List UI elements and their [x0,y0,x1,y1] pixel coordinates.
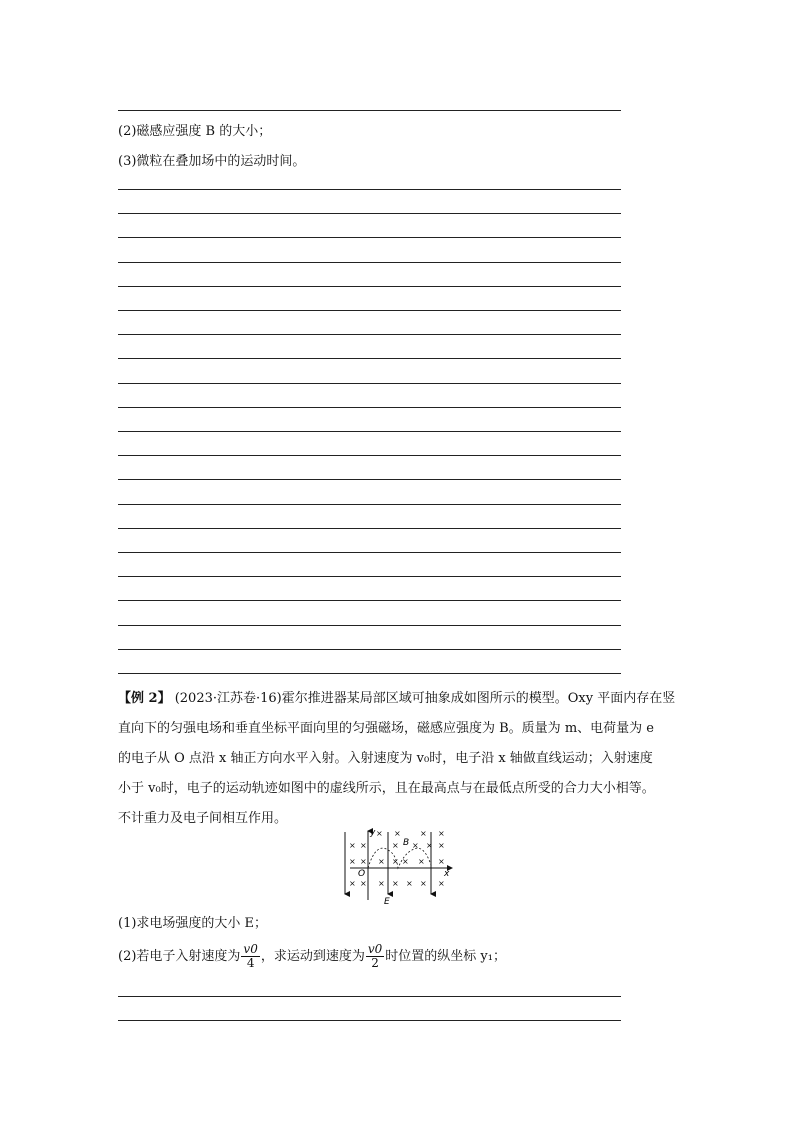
answer-line [118,334,621,335]
fraction-numerator: v0 [243,942,258,956]
cross-mark: × [394,829,401,838]
question-2: (2)磁感应强度 B 的大小； [118,124,272,139]
example-line-3: 的电子从 O 点沿 x 轴正方向水平入射。入射速度为 v₀时，电子沿 x 轴做直线运动；入射速度 [118,751,653,766]
sub-question-2 [118,942,506,972]
answer-line [118,262,621,263]
cross-mark: × [392,841,399,850]
fraction-numerator: v0 [367,942,383,956]
cross-mark: × [376,829,383,838]
example-line-2: 直向下的匀强电场和垂直坐标平面向里的匀强磁场，磁感应强度为 B。质量为 m、电荷量为 e [118,721,654,736]
sub2-prefix: (2)若电子入射速度为 [118,949,241,964]
answer-line [118,649,621,650]
answer-line [118,673,621,674]
cross-mark: × [360,879,367,888]
answer-line [118,110,621,111]
answer-line [118,237,621,238]
answer-line [118,504,621,505]
cross-mark: × [420,879,427,888]
question-3: (3)微粒在叠加场中的运动时间。 [118,154,306,169]
cross-mark: × [438,829,445,838]
cross-mark: × [349,841,356,850]
b-label: B [403,838,410,848]
cross-mark: × [418,857,425,866]
origin-label: O [358,869,366,879]
sub2-middle: ，求运动到速度为 [260,949,365,964]
answer-line [118,213,621,214]
x-label: x [444,869,450,879]
answer-line [118,479,621,480]
cross-mark: × [438,857,445,866]
answer-line [118,552,621,553]
answer-line [118,189,621,190]
answer-line [118,383,621,384]
cross-mark: × [426,841,433,850]
answer-line [118,625,621,626]
answer-line [118,528,621,529]
answer-line [118,310,621,311]
cross-mark: × [402,857,409,866]
example-line-1-text: (2023·江苏卷·16)霍尔推进器某局部区域可抽象成如图所示的模型。Oxy 平面内存在竖 [174,691,676,706]
answer-line [118,431,621,432]
field-diagram [340,828,456,906]
cross-mark: × [349,857,356,866]
cross-mark: × [420,829,427,838]
answer-line [118,1020,621,1021]
cross-mark: × [392,879,399,888]
answer-line [118,576,621,577]
cross-mark: × [378,879,385,888]
cross-mark: × [412,841,419,850]
cross-mark: × [392,857,399,866]
sub2-suffix: 时位置的纵坐标 y₁； [385,949,506,964]
answer-line [118,600,621,601]
example-label: 【例 2】 [118,691,171,706]
cross-mark: × [349,879,356,888]
fraction-denominator: 4 [246,956,255,970]
y-label: y [370,828,376,838]
answer-line [118,407,621,408]
answer-line [118,455,621,456]
cross-mark: × [406,879,413,888]
cross-mark: × [438,879,445,888]
answer-line [118,996,621,997]
example-line-5: 不计重力及电子间相互作用。 [118,811,288,826]
fraction-v0-over-4 [241,943,259,970]
cross-mark: × [438,841,445,850]
example-line-1 [118,686,693,711]
magnetic-field-crosses [349,829,445,888]
cross-mark: × [360,841,367,850]
example-paragraph [118,686,693,831]
answer-line [118,358,621,359]
sub-question-1: (1)求电场强度的大小 E； [118,916,268,931]
fraction-denominator: 2 [371,956,379,970]
answer-line [118,286,621,287]
cross-mark: × [378,857,385,866]
e-label: E [384,897,390,906]
fraction-v0-over-2 [366,943,384,970]
cross-mark: × [360,857,367,866]
example-line-4: 小于 v₀时，电子的运动轨迹如图中的虚线所示，且在最高点与在最低点所受的合力大小相等。 [118,781,655,796]
